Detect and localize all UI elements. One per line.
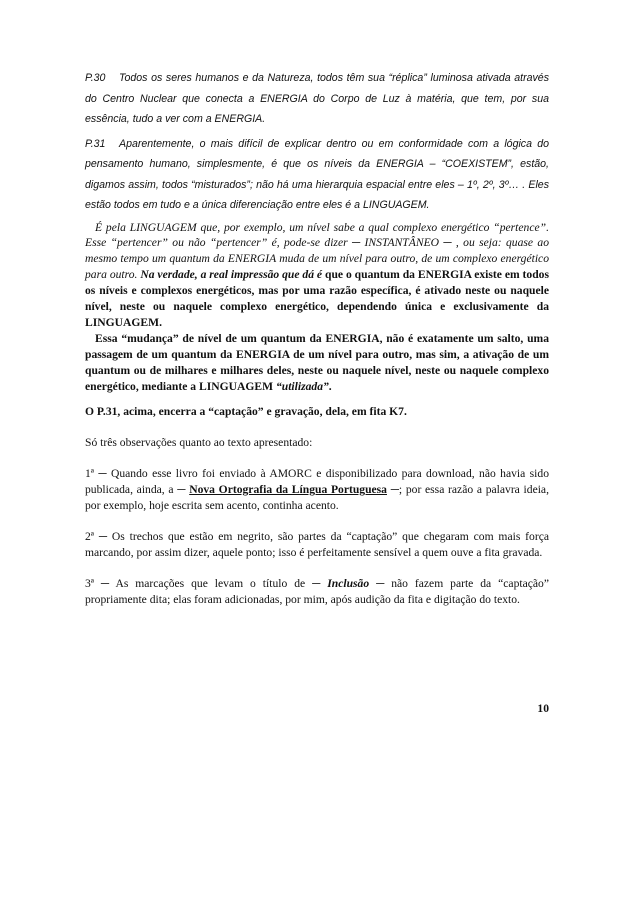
page-number: 10 (537, 702, 549, 715)
observation-text: ─; por essa razão a palavra ideia, por exemplo, hoje escrita sem acento, continha acento. (85, 483, 549, 513)
bold-italic-text: “utilizada” (275, 379, 329, 393)
italic-text: É pela LINGUAGEM que, por exemplo, um nível sabe a qual complexo energético “pertence”. Esse “pertencer” ou não “pertencer” é, pode-se dizer ─ INSTANTÂNEO ─ , ou seja: quase ao mesmo tempo um quantum da ENERGIA muda de um nível para outro, de um complexo energético para outro. (85, 220, 549, 282)
bold-italic-text: Inclusão (327, 576, 370, 590)
bold-underline-text: Nova Ortografia da Língua Portuguesa (189, 483, 387, 497)
document-body (85, 68, 549, 608)
observation-text: 3ª ─ As marcações que levam o título de ─ (85, 576, 321, 590)
paragraph-number: P.30 (85, 72, 106, 84)
inclusao-paragraph-1 (85, 220, 549, 331)
paragraph-text: Todos os seres humanos e da Natureza, todos têm sua “réplica” luminosa ativada através do Centro Nuclear que conecta a ENERGIA do Corpo de Luz à matéria, que tem, por sua essência, tudo a ver com a ENERGIA. (85, 72, 549, 125)
observation-3 (85, 576, 549, 608)
observation-1 (85, 466, 549, 514)
inclusao-block (85, 220, 549, 395)
bold-italic-text: Na verdade, a real impressão que dá é (140, 268, 323, 282)
paragraph-p31 (85, 134, 549, 216)
paragraph-p30 (85, 68, 549, 130)
inclusao-paragraph-2 (85, 331, 549, 395)
observation-2: 2ª ─ Os trechos que estão em negrito, são partes da “captação” que chegaram com mais força marcando, por assim dizer, aquele ponto; isso é perfeitamente sensível a quem ouve a fita gravada. (85, 530, 549, 559)
observations-intro: Só três observações quanto ao texto apresentado: (85, 436, 313, 450)
observation-text: ─ não fazem parte da “captação” propriamente dita; elas foram adicionadas, por mim, após audição da fita e digitação do texto. (85, 576, 549, 606)
period: . (328, 379, 332, 393)
bold-text: Essa “mudança” de nível de um quantum da ENERGIA, não é exatamente um salto, uma passagem de um quantum da ENERGIA de um nível para outro, mas sim, a ativação de um quantum ou de milhares e milhares deles, neste ou naquele nível, neste ou naquele complexo energético, mediante a LINGUAGEM (85, 331, 549, 393)
bold-text: que o quantum da ENERGIA existe em todos os níveis e complexos energéticos, mas por uma razão específica, é ativado neste ou naquele nível, neste ou naquele complexo energético, dependendo única e exclusivamente da LINGUAGEM. (85, 268, 549, 329)
paragraph-number: P.31 (85, 137, 106, 150)
paragraph-text: Aparentemente, o mais difícil de explicar dentro ou em conformidade com a lógica do pensamento humano, simplesmente, é que os níveis da ENERGIA – “COEXISTEM”, estão, digamos assim, todos “misturados”; não há uma hierarquia espacial entre eles – 1º, 2º, 3º… . Eles estão todos em tudo e a única diferenciação entre eles é a LINGUAGEM. (85, 137, 549, 211)
caption-line: O P.31, acima, encerra a “captação” e gravação, dela, em fita K7. (85, 405, 407, 419)
observation-text: 1ª ─ Quando esse livro foi enviado à AMORC e disponibilizado para download, não havia sido publicada, ainda, a ─ (85, 467, 549, 497)
